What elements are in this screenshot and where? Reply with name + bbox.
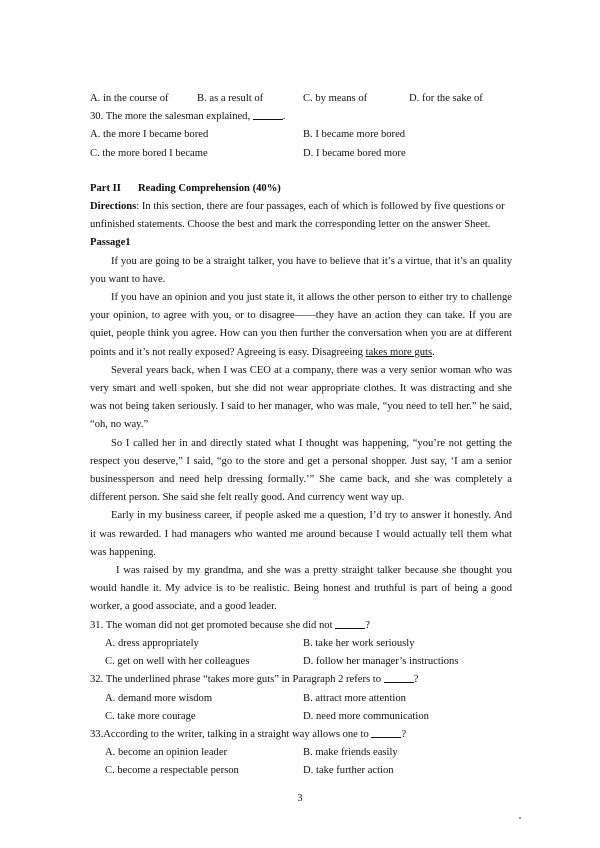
q30-option-a: A. the more I became bored <box>90 129 209 141</box>
question-31 <box>90 617 512 672</box>
passage-paragraph-6: I was raised by my grandma, and she was a pretty straight talker because she thought you would handle it. My advice is to be realistic. Being honest and truthful is part of being a good worker, a good associate, and a good leader. <box>90 565 512 613</box>
passage-paragraph-4: So I called her in and directly stated what I thought was happening, “you’re not getting the respect you deserve,” I said, “go to the store and get a personal shopper. Just say, ‘I am a senior businessperson and need help dressing formally.’” She came back, and she was completely a different person. She said she felt really good. And currency went way up. <box>90 437 512 504</box>
q29-options <box>90 90 512 108</box>
q33-option-c: C. become a respectable person <box>105 765 239 777</box>
q29-option-c: C. by means of <box>303 93 368 104</box>
q33-option-b: B. make friends easily <box>303 747 398 759</box>
page-number: 3 <box>297 793 303 804</box>
answer-blank <box>253 109 283 120</box>
q30-options-row-1 <box>90 126 512 144</box>
passage-paragraph-1: If you are going to be a straight talker, you have to believe that it’s a virtue, that it’s an quality you want to have. <box>90 255 512 285</box>
part-title: Reading Comprehension (40%) <box>138 182 281 194</box>
q32-option-c: C. take more courage <box>105 710 196 722</box>
q31-stem: 31. The woman did not get promoted because she did not ? <box>90 619 370 631</box>
exam-page <box>90 90 512 781</box>
q33-option-d: D. take further action <box>303 765 394 777</box>
question-32 <box>90 671 512 726</box>
directions: Directions: In this section, there are four passages, each of which is followed by five questions or <box>90 201 505 213</box>
q31-option-d: D. follow her manager’s instructions <box>303 656 459 668</box>
q32-option-b: B. attract more attention <box>303 692 406 704</box>
scan-speck <box>519 817 521 819</box>
answer-blank <box>371 727 401 738</box>
q30-option-c: C. the more bored I became <box>90 147 208 159</box>
q32-stem: 32. The underlined phrase “takes more guts” in Paragraph 2 refers to ? <box>90 674 419 686</box>
q32-option-a: A. demand more wisdom <box>105 692 213 704</box>
q31-option-c: C. get on well with her colleagues <box>105 656 250 668</box>
q33-stem: 33.According to the writer, talking in a straight way allows one to ? <box>90 728 407 740</box>
passage-paragraph-2: If you have an opinion and you just state it, it allows the other person to either try to challenge your opinion, to agree with you, or to disagree——they have an action they can take. If you are quiet, people think you agree. How can you then further the conversation when you are at different points and it’s not really exposed? Agreeing is easy. Disagreeing takes more guts. <box>90 292 512 358</box>
q33-option-a: A. become an opinion leader <box>105 747 228 759</box>
q29-option-b: B. as a result of <box>197 93 264 104</box>
q29-option-a: A. in the course of <box>90 93 169 104</box>
q30-options-row-2 <box>90 145 512 163</box>
answer-blank <box>335 618 365 629</box>
q31-option-a: A. dress appropriately <box>105 637 199 649</box>
q30-option-d: D. I became bored more <box>303 147 406 159</box>
q30-option-b: B. I became more bored <box>303 129 406 141</box>
section-heading <box>90 180 512 198</box>
directions-label: Directions <box>90 201 137 213</box>
q29-option-d: D. for the sake of <box>409 93 483 104</box>
part-label: Part II <box>90 182 121 194</box>
q32-option-d: D. need more communication <box>303 710 429 722</box>
question-33 <box>90 726 512 781</box>
q30-stem: 30. The more the salesman explained, . <box>90 111 286 123</box>
underlined-phrase: takes more guts <box>365 346 433 358</box>
directions-continued: unfinished statements. Choose the best and mark the corresponding letter on the answer Sheet. <box>90 219 491 231</box>
passage-title: Passage1 <box>90 237 131 249</box>
answer-blank <box>384 672 414 683</box>
q31-option-b: B. take her work seriously <box>303 637 415 649</box>
passage-paragraph-3: Several years back, when I was CEO at a company, there was a very senior woman who was very smart and well spoken, but she did not wear appropriate clothes. It was distracting and she was not being taken seriously. I said to her manager, who was male, “you need to tell her.” he said, “oh, no way.” <box>90 364 512 431</box>
passage-paragraph-5: Early in my business career, if people asked me a question, I’d try to answer it honestly. And it was rewarded. I had managers who wanted me around because I would actually tell them what was happening. <box>90 510 512 558</box>
